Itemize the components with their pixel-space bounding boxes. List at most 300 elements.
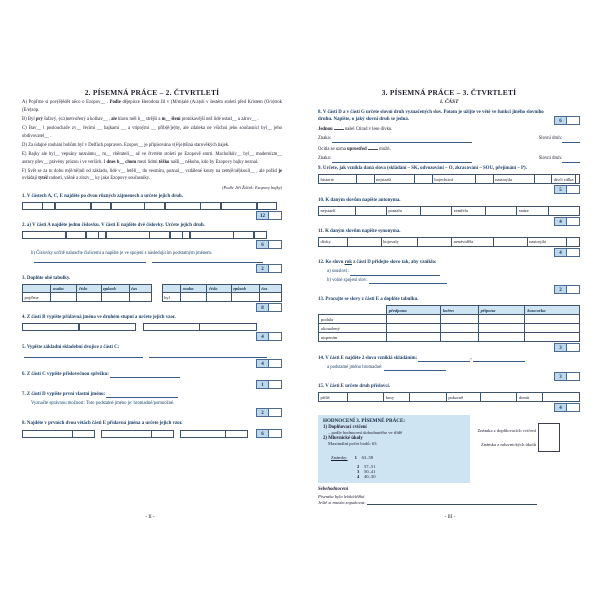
grade-range-1: 63–58 (361, 455, 374, 461)
answer-lines-q5[interactable] (24, 356, 282, 358)
question-13-number: 13. (318, 297, 325, 303)
q8-example-1 (318, 126, 580, 134)
score-input-q15[interactable] (567, 403, 580, 412)
cell-input[interactable] (478, 333, 525, 342)
answer-cell[interactable] (180, 430, 226, 438)
passage-item-c (22, 125, 282, 140)
score-box-q5[interactable] (22, 359, 282, 368)
question-12-a-label: a) souslovi: (327, 269, 349, 275)
score-input-q9[interactable] (567, 185, 580, 194)
passage-c-text: Bav__ l poslouchače zv__ řecími __ bajkami __ a vtipnými __ příb(ě/je)hy, ale zdaleka ne všichni jeho současníci byl__ jeho obdivovatel__ . (22, 126, 283, 139)
cell-input[interactable] (478, 324, 525, 333)
q8-kind-line-1[interactable] (562, 141, 580, 143)
grade-entry-1 (355, 455, 373, 460)
answer-table-q15 (318, 392, 580, 402)
question-9 (318, 165, 580, 172)
tables-q3 (22, 284, 282, 302)
answer-row-q8 (22, 429, 282, 439)
question-8-right-row (318, 109, 580, 125)
answer-table-q9 (318, 174, 580, 184)
answer-line-q6[interactable] (110, 376, 180, 378)
table-q13 (318, 305, 580, 342)
score-max-q12: 2 (554, 285, 567, 294)
cell-word-byl: byl (162, 293, 181, 302)
q8-blank-2[interactable] (368, 149, 378, 150)
cell-input[interactable] (231, 293, 259, 302)
answer-strip-q1[interactable] (22, 202, 282, 210)
score-box-q4[interactable] (22, 332, 282, 341)
table-row[interactable] (319, 333, 580, 342)
answer-line-q14-a[interactable] (418, 360, 470, 362)
th-zpusob: způsob (101, 284, 129, 293)
th-cislo: číslo (77, 284, 101, 293)
evaluation-title: HODNOCENÍ 3. PÍSEMNÉ PRÁCE: (323, 418, 406, 425)
cell-input[interactable] (129, 293, 151, 302)
q8-answer-2 (318, 155, 580, 163)
cell-input[interactable] (386, 324, 440, 333)
score-max-q4: 4 (256, 332, 269, 341)
passage-b-text4: pronikavější než lidé ostatl__ a zárov__ . (181, 116, 259, 122)
word-cell: nastrojila (527, 237, 566, 246)
question-14-number: 14. (318, 355, 325, 361)
passage-item-b (22, 116, 282, 124)
answer-cell[interactable] (149, 231, 170, 239)
q8-line2-rest: mužů. (379, 147, 391, 153)
answer-cell[interactable] (420, 206, 451, 215)
answer-cell[interactable] (79, 323, 136, 331)
answer-cell[interactable] (101, 430, 152, 438)
question-14-line2 (327, 364, 580, 371)
score-input-q14b[interactable] (567, 372, 580, 381)
answer-cell[interactable] (144, 202, 165, 210)
question-9-number: 9. (318, 166, 322, 172)
cell-input[interactable] (101, 293, 129, 302)
table-row[interactable] (162, 293, 281, 302)
answer-cell[interactable] (347, 393, 384, 402)
word-cell: historie (319, 175, 357, 184)
question-4-text: Z části B vypište přídavná jména ve druhém stupni a určete jejich vzor. (26, 315, 176, 321)
answer-cell[interactable] (111, 202, 145, 210)
passage-a-text: Pojďme si pov(ě)ědět něco o Ezopov__ . (28, 100, 108, 105)
passage-e-text2: mezi lidmi (137, 159, 159, 165)
cell-input[interactable] (207, 293, 231, 302)
word-cell: bojechtivá (432, 175, 475, 184)
question-12-a (327, 268, 580, 275)
question-2b-number: b) (31, 251, 35, 257)
score-box-q11[interactable] (318, 248, 580, 257)
question-14-line2-label: a podstatné jméno hromadné: (327, 364, 383, 370)
answer-line-q14-b[interactable] (473, 360, 525, 362)
question-12-b (327, 277, 580, 284)
question-7-sub: Vyznačte správnou možnost: Toto podstatné jméno je: hromadné/pomnožné. (31, 400, 175, 406)
answer-line[interactable] (152, 261, 264, 263)
answer-cell[interactable] (190, 231, 234, 239)
self-evaluation-input[interactable] (367, 503, 537, 505)
question-2a (22, 222, 282, 229)
th-blank (162, 284, 181, 293)
grade-number-4: 4 (357, 474, 360, 480)
word-cell: příliš (319, 393, 348, 402)
cell-input[interactable] (440, 315, 478, 324)
passage-a-label: A) (22, 100, 27, 105)
score-max-q15: 4 (554, 403, 567, 412)
answer-line[interactable] (24, 356, 143, 358)
evaluation-item-1: 1) Doplňovací cvičení (323, 425, 367, 431)
mark-label-grammar: Známka z mluvnických úkolů (481, 442, 536, 448)
answer-cell[interactable] (347, 237, 381, 246)
q8-znaka-label-2: Znaka: (318, 156, 332, 162)
table-q3-right (162, 284, 282, 302)
question-7-number: 7. (22, 392, 26, 397)
score-max-q2b: 2 (256, 264, 269, 273)
table-header-row (23, 284, 152, 293)
question-2b-text: Číslovky určitě nahraďte číslicemi a napište je ve spojení s následujícím podstatným jménem. (36, 251, 213, 257)
question-10-number: 10. (318, 197, 325, 203)
word-cell: nastrojila (493, 175, 534, 184)
word-cell: zemřela (452, 206, 486, 215)
answer-cell[interactable] (410, 393, 447, 402)
answer-strip-q4[interactable] (22, 323, 282, 331)
self-evaluation-line-2-row (318, 500, 580, 505)
word-cell: nejstarší (319, 206, 356, 215)
score-box-q8-left[interactable] (256, 429, 282, 438)
passage-e-bold2: těžko (158, 159, 170, 165)
question-7 (22, 391, 282, 398)
table-row (319, 206, 580, 215)
passage-item-f (22, 168, 282, 183)
question-5-text: Vypište základní skladební dvojice z části C: (26, 344, 120, 350)
grade-number-1: 1 (354, 455, 357, 461)
passage-item-d (22, 142, 282, 150)
question-6-text: Z části C vypište příslovečnou spřežku: (26, 371, 109, 377)
q8-sentence-line-1[interactable] (332, 141, 472, 143)
self-evaluation-title: Sebehodnocení (318, 487, 349, 493)
cell-input[interactable] (51, 293, 77, 302)
question-15-text: V části E určete druh příslovcí. (325, 384, 391, 390)
marks-panel (477, 423, 560, 452)
passage-b-label: B) (22, 116, 27, 122)
q8-bold-jednou: Jednou (318, 127, 333, 133)
score-box-q13[interactable] (318, 343, 580, 352)
cell-input[interactable] (386, 333, 440, 342)
question-5-number: 5. (22, 344, 26, 350)
score-box-q7[interactable] (22, 408, 282, 417)
answer-cell[interactable] (22, 323, 79, 331)
question-8-text: Najděte v prvních dvou větách části E přídavná jména a určete jejich vzor. (26, 420, 183, 426)
question-5 (22, 344, 282, 351)
table-row (319, 393, 580, 402)
answer-cell[interactable] (72, 430, 95, 438)
cell-input[interactable] (478, 315, 525, 324)
passage-c-label: C) (22, 126, 27, 132)
question-10-text: K daným slovům napište antonyma. (325, 197, 401, 203)
answer-cell[interactable] (225, 430, 248, 438)
score-input-q1[interactable] (269, 211, 282, 220)
question-8-right-text: V části D a v části G určete slovní druh vyznačených slov. Potom je užijte ve větě ve funkci jiného slovního druhu. Napište, o jaký slovní druh se jedná. (318, 110, 544, 123)
score-box-q3[interactable] (22, 303, 282, 312)
cell-input[interactable] (440, 324, 478, 333)
answer-cell[interactable] (151, 430, 174, 438)
q8-bold-uprostred: uprostřed (347, 147, 367, 153)
answer-cell[interactable] (200, 202, 221, 210)
q8-line1-rest: našel Ctirad v lese dívku. (344, 127, 393, 133)
answer-table-q11 (318, 237, 580, 247)
table-row[interactable] (319, 324, 580, 333)
score-box-q2b[interactable] (22, 264, 282, 273)
answer-cell[interactable] (534, 175, 552, 184)
answer-cell[interactable] (415, 175, 433, 184)
answer-cell[interactable] (22, 202, 43, 210)
answer-cell[interactable] (480, 393, 517, 402)
passage-f-text3: radosti, vášně a zlozv__ ky jako Ezopovy současníky. (49, 176, 150, 182)
answer-cell[interactable] (575, 175, 579, 184)
table-row (319, 175, 580, 184)
score-max-q2a: 6 (256, 240, 269, 249)
question-7-text: Z části D vypište první vlastní jméno: (26, 392, 106, 397)
answer-line-q14-c[interactable] (384, 369, 446, 371)
word-cell: nenáviděla (452, 237, 494, 246)
answer-line[interactable] (149, 356, 268, 358)
question-12-number: 12. (318, 260, 325, 266)
passage-a-text2: dějepisce Herodota žil v (M/m)alé (A/a)sii v šestém století před Kristem (O/o)trok (E/e)zop. (22, 100, 283, 113)
cell-input[interactable] (525, 333, 580, 342)
evaluation-section (318, 415, 580, 483)
word-cell: nejstarší (374, 175, 415, 184)
question-12 (318, 259, 580, 266)
table-row[interactable] (319, 315, 580, 324)
score-box-q12[interactable] (318, 285, 580, 294)
answer-cell[interactable] (486, 206, 517, 215)
question-12-text-pre: Ke slovu (325, 260, 344, 266)
score-max-q8-right: 6 (554, 116, 567, 125)
cell-input[interactable] (77, 293, 101, 302)
answer-cell[interactable] (233, 231, 254, 239)
q8-answer-1 (318, 135, 580, 143)
score-max-q1: 12 (256, 211, 269, 220)
answer-strip-q2a[interactable] (22, 231, 282, 239)
question-9-text: Určete, jak vznikla daná slova (skládání – SK, odvozování – O, zkracování – SOU, přejímání – P). (322, 166, 527, 172)
mark-row-exercises (477, 423, 560, 438)
score-input-q12[interactable] (567, 285, 580, 294)
cell-input[interactable] (386, 315, 440, 324)
answer-cell[interactable] (221, 202, 257, 210)
passage-b-text: Byl (27, 116, 35, 122)
question-11-text: K daným slovům napište synonyma. (325, 229, 401, 235)
question-14: 14. V části E najděte 2 slova vzniklá skládáním: , (318, 355, 580, 362)
score-input-q2b[interactable] (269, 264, 282, 273)
passage-e-label: E) (22, 152, 27, 158)
score-box-q1[interactable] (22, 211, 282, 220)
score-input-q6[interactable] (269, 380, 282, 389)
answer-cell[interactable] (22, 231, 66, 239)
score-box-q15[interactable] (318, 403, 580, 412)
page-right (300, 0, 600, 520)
q8-blank[interactable] (334, 129, 344, 130)
answer-cell[interactable] (355, 206, 386, 215)
answer-cell[interactable] (418, 237, 452, 246)
answer-line-q12a[interactable] (350, 274, 440, 276)
grade-entry-4 (357, 474, 465, 479)
self-evaluation-line-2: Ještě si musím zopakovat: (318, 500, 366, 506)
score-input-q10[interactable] (567, 217, 580, 226)
answer-cell[interactable] (106, 231, 150, 239)
answer-cell[interactable] (42, 202, 55, 210)
cell-input[interactable] (440, 333, 478, 342)
score-input-q13[interactable] (567, 343, 580, 352)
q8-line2-pre: Ocitla se uzma (318, 147, 346, 153)
question-15 (318, 383, 580, 390)
answer-cell[interactable] (548, 206, 579, 215)
score-box-q9[interactable] (318, 185, 580, 194)
score-box-q14b[interactable] (318, 372, 580, 381)
score-input-q8-right[interactable] (567, 116, 580, 125)
passage-f-text: Svět se za tu dobu m(ě/ně)nil od základu, lidé v__ letěli__ do vesmíru, poznal__ vzdálené kouty na zem(ě/ně)kouli__ , ale pořád (27, 168, 279, 174)
question-14-line1: V části E najděte 2 slova vzniklá skládáním: (325, 355, 418, 361)
answer-cell[interactable] (357, 175, 375, 184)
answer-cell[interactable] (66, 231, 87, 239)
evaluation-item-1-sub: – podle hodnocení dohodnutého ve třídě (328, 430, 403, 436)
table-row[interactable] (23, 293, 152, 302)
passage-attribution: (Podle Jiří Žáček: Ezopovy bajky) (222, 185, 282, 191)
page-title-left: 2. PÍSEMNÁ PRÁCE – 2. ČTVRTLETÍ (84, 88, 220, 97)
score-input-q7[interactable] (269, 408, 282, 417)
question-12-text-post: z části D přidejte slovo tak, aby vzniklo: (353, 260, 437, 266)
th-osoba: osoba (181, 284, 207, 293)
score-input-q4[interactable] (269, 332, 282, 341)
question-2a-text: V části A najděte jednu číslovku. V části E najděte dvě číslovky. Určete jejich druh. (32, 223, 205, 229)
passage-f-label: F) (22, 168, 27, 174)
answer-cell[interactable] (254, 231, 267, 239)
score-max-q3: 8 (256, 303, 269, 312)
row-label-okouzleny: okouzlený (319, 324, 387, 333)
question-13 (318, 296, 580, 303)
passage-e-text: Bajky ale byl__ vepsány neznámu__ m__ vběrateli__ až ve čtvrtém století po Ezopově smrti. Macholkův__ byl__ modernizm__ autory přev__ právény prózou i ve verších. I (22, 152, 282, 165)
score-input-q2a[interactable] (269, 240, 282, 249)
evaluation-item-2: 2) Mluvnické úkoly (323, 436, 363, 442)
answer-line[interactable] (34, 261, 146, 263)
answer-cell[interactable] (543, 393, 580, 402)
score-box-q10[interactable] (318, 217, 580, 226)
mark-row-grammar (477, 437, 560, 452)
th-blank (23, 284, 51, 293)
th-zpusob: způsob (231, 284, 259, 293)
q8-kind-1 (539, 135, 580, 143)
question-11-number: 11. (318, 229, 324, 235)
grade-range-2: 57–51 (364, 464, 376, 470)
q8-znaka-label-1: Znaka: (318, 136, 332, 142)
answer-cell[interactable] (566, 237, 579, 246)
score-box-q6[interactable] (22, 380, 282, 389)
answer-cell[interactable] (476, 175, 494, 184)
question-13-text: Pracujte se slovy z části E a doplňte tabulku. (325, 297, 419, 303)
answer-cell[interactable] (170, 231, 183, 239)
score-max-q7: 2 (256, 408, 269, 417)
cell-input[interactable] (525, 315, 580, 324)
passage-b-text2: šafavý, (s/z)netvořený a kolhav__ , (44, 116, 112, 122)
folio-left: - II - (145, 515, 155, 520)
passage-e-bold: dnes b__ chom (106, 159, 137, 165)
table-header-row (319, 306, 580, 315)
score-input-q3[interactable] (269, 303, 282, 312)
question-8-number: 8. (22, 420, 26, 426)
page-left (0, 0, 300, 520)
th-cas: čas (259, 284, 281, 293)
question-12-word: rok (344, 260, 352, 266)
grade-range-4: 40–30 (364, 474, 376, 480)
th-pripona: přípona (478, 306, 525, 315)
answer-cell[interactable] (86, 231, 99, 239)
folio-right: - III - (444, 515, 456, 520)
score-box-q8-right[interactable] (554, 116, 580, 125)
th-cislo: číslo (207, 284, 231, 293)
answer-line-q7[interactable] (106, 396, 178, 398)
question-6-number: 6. (22, 371, 26, 377)
question-3 (22, 275, 282, 282)
page-title-right: 3. PÍSEMNÁ PRÁCE – 3. ČTVRTLETÍ (381, 88, 517, 97)
score-input-q5[interactable] (269, 359, 282, 368)
answer-cell[interactable] (143, 323, 200, 331)
answer-cell[interactable] (493, 237, 527, 246)
passage-b-bold2: ale (111, 116, 117, 122)
question-2a-number: 2. a) (22, 223, 31, 229)
score-max-q6: 1 (256, 380, 269, 389)
mark-input-grammar[interactable] (538, 437, 560, 452)
self-evaluation-line-1: Písemka byla lehká/těžká (318, 493, 365, 499)
q8-kind-line-2[interactable] (562, 161, 580, 163)
answer-line-q12b[interactable] (369, 282, 447, 284)
row-label-podala: podala (319, 315, 387, 324)
q8-sentence-line-2[interactable] (332, 161, 472, 163)
table-row (319, 237, 580, 246)
answer-cell[interactable] (199, 323, 256, 331)
question-15-number: 15. (318, 384, 325, 390)
answer-cell[interactable] (55, 202, 91, 210)
cell-input[interactable] (525, 324, 580, 333)
answer-cell[interactable] (257, 202, 278, 210)
question-4 (22, 314, 282, 321)
answer-cell[interactable] (165, 202, 201, 210)
answer-cell[interactable] (91, 202, 112, 210)
cell-input[interactable] (259, 293, 281, 302)
answer-lines-q2b[interactable] (34, 261, 282, 263)
question-11 (318, 228, 580, 235)
score-input-q8-left[interactable] (269, 429, 282, 438)
word-cell: domů (517, 393, 543, 402)
question-8-right (318, 109, 550, 124)
score-input-q11[interactable] (567, 248, 580, 257)
passage-d-label: D) (22, 142, 27, 148)
grade-range-3: 50–41 (364, 469, 376, 475)
word-cell: pokorně (446, 393, 480, 402)
score-max-q9: 5 (554, 185, 567, 194)
self-evaluation (318, 487, 580, 505)
grade-number-3: 3 (357, 469, 360, 475)
word-cell: pomalu (386, 206, 420, 215)
cell-input[interactable] (181, 293, 207, 302)
word-cell: bojovaly (381, 237, 418, 246)
grade-number-2: 2 (357, 464, 360, 470)
mark-input-exercises[interactable] (538, 423, 560, 438)
question-8-left (22, 420, 282, 427)
answer-cell[interactable] (22, 430, 73, 438)
passage-e-text3: našli__ někoho, kdo by Ezopovy bajky neznal. (170, 159, 259, 165)
passage-d-text: Za údajné rouhání bohům byl v Delfách popraven. Ezopov__ je připisována v(ě/je)tšina starověkých bajek. (28, 142, 230, 148)
th-blank (319, 306, 387, 315)
answer-strip-q8[interactable] (22, 430, 252, 438)
row-label-utrpenim: utrpením (319, 333, 387, 342)
question-4-number: 4. (22, 315, 26, 321)
score-box-q2a[interactable] (22, 240, 282, 249)
